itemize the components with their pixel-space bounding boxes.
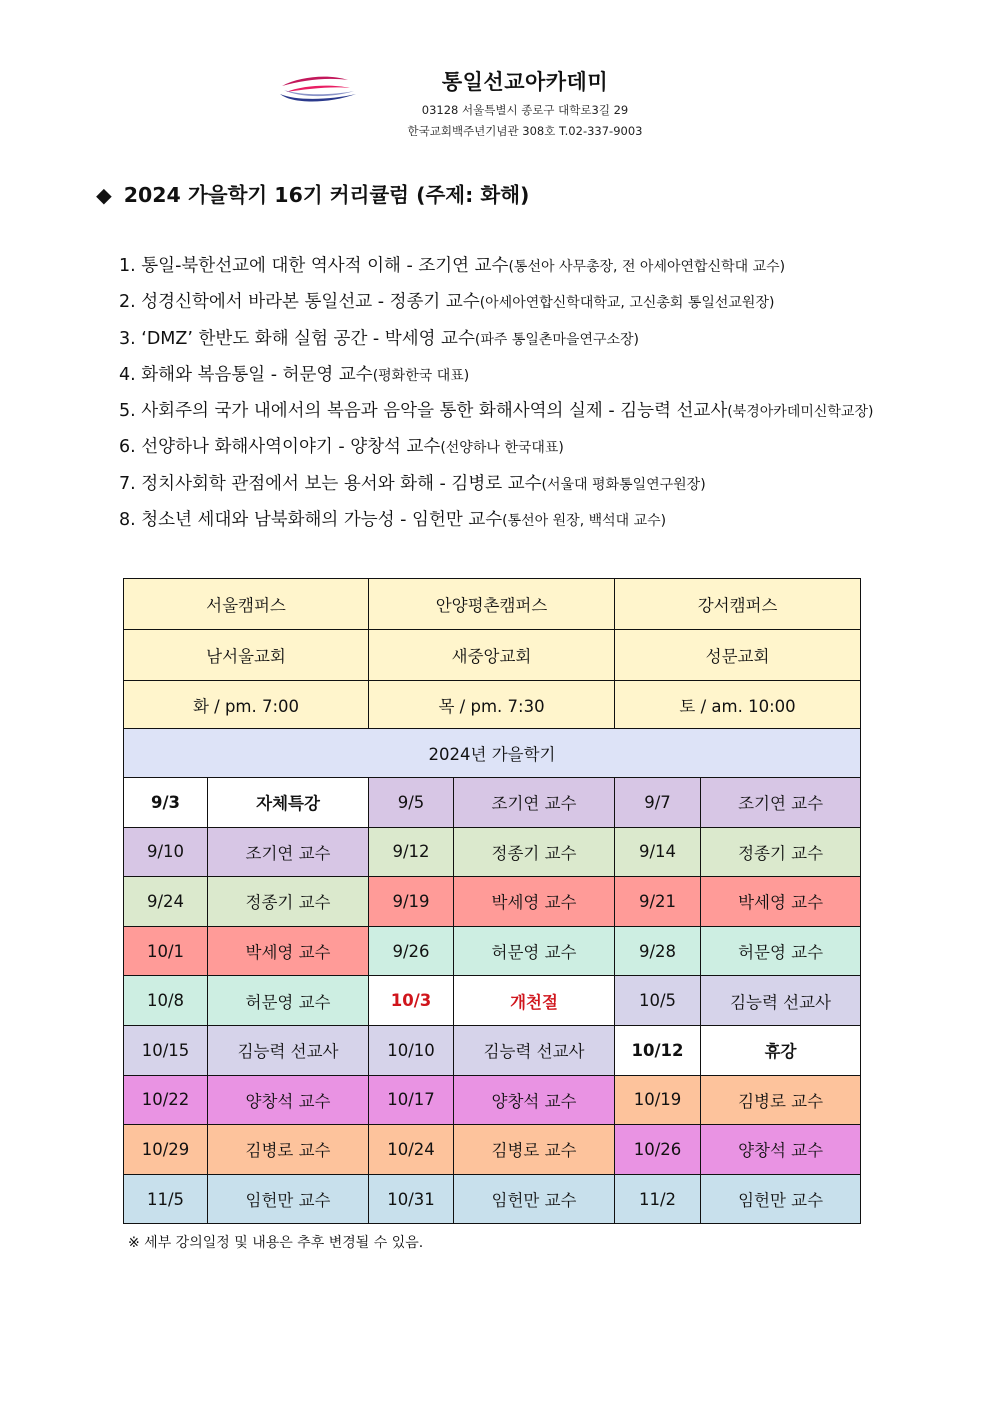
- lecturer-name: 휴강: [701, 1025, 861, 1075]
- lecturer-name: 허문영 교수: [454, 926, 615, 976]
- schedule-row: [124, 1075, 861, 1125]
- lecturer-name: 조기연 교수: [701, 778, 861, 828]
- term-row: [124, 729, 861, 778]
- lecturer-name: 정종기 교수: [701, 827, 861, 877]
- lecturer-affiliation: (파주 통일촌마을연구소장): [474, 331, 640, 348]
- lecture-date: 10/12: [615, 1025, 701, 1075]
- schedule-row: [124, 778, 861, 828]
- schedule-row: [124, 976, 861, 1026]
- lecture-item: [119, 325, 873, 361]
- lecturer-name: 박세영 교수: [454, 877, 615, 927]
- lecture-date: 10/15: [124, 1025, 208, 1075]
- lecture-topic: 5. 사회주의 국가 내에서의 복음과 음악을 통한 화해사역의 실제 - 김능력 선교사: [119, 401, 728, 422]
- lecture-item: [119, 470, 873, 506]
- letterhead: [0, 66, 992, 146]
- schedule-table: [123, 578, 861, 1224]
- lecturer-name: 김병로 교수: [208, 1125, 369, 1175]
- lecture-topic: 8. 청소년 세대와 남북화해의 가능성 - 임헌만 교수: [119, 510, 503, 531]
- lecturer-affiliation: (아세아연합신학대학교, 고신총회 통일선교원장): [479, 295, 775, 312]
- lecturer-affiliation: (통선아 사무총장, 전 아세아연합신학대 교수): [508, 259, 786, 275]
- lecture-list: [119, 252, 873, 542]
- class-time: 목 / pm. 7:30: [369, 681, 615, 729]
- lecture-item: [119, 288, 873, 324]
- lecture-date: 10/1: [124, 926, 208, 976]
- lecturer-name: 임헌만 교수: [208, 1174, 369, 1224]
- lecture-date: 10/26: [615, 1125, 701, 1175]
- lecturer-name: 김병로 교수: [454, 1125, 615, 1175]
- lecture-date: 9/14: [615, 827, 701, 877]
- lecture-date: 10/29: [124, 1125, 208, 1175]
- lecturer-affiliation: (북경아카데미신학교장): [727, 404, 874, 421]
- footnote: ※ 세부 강의일정 및 내용은 추후 변경될 수 있음.: [128, 1235, 424, 1251]
- lecturer-affiliation: (선양하나 한국대표): [440, 440, 564, 457]
- lecture-date: 10/17: [369, 1075, 454, 1125]
- lecturer-affiliation: (통선아 원장, 백석대 교수): [502, 513, 667, 530]
- lecture-date: 10/22: [124, 1075, 208, 1125]
- lecture-date: 10/8: [124, 976, 208, 1026]
- lecture-topic: 4. 화해와 복음통일 - 허문영 교수: [119, 364, 373, 385]
- church-name: 남서울교회: [124, 630, 369, 681]
- lecture-item: [119, 397, 873, 433]
- schedule-body: [124, 778, 861, 1224]
- lecture-date: 10/24: [369, 1125, 454, 1175]
- time-row: [124, 681, 861, 729]
- lecturer-name: 김능력 선교사: [701, 976, 861, 1026]
- lecturer-name: 김능력 선교사: [208, 1025, 369, 1075]
- organization-name: 통일선교아카데미: [441, 70, 609, 94]
- schedule-row: [124, 1025, 861, 1075]
- lecture-date: 9/26: [369, 926, 454, 976]
- lecturer-name: 정종기 교수: [208, 877, 369, 927]
- address-line-1: 03128 서울특별시 종로구 대학로3길 29: [421, 103, 629, 117]
- campus-name: 서울캠퍼스: [124, 579, 369, 630]
- lecture-date: 9/7: [615, 778, 701, 828]
- lecturer-name: 양창석 교수: [208, 1075, 369, 1125]
- campus-name: 안양평촌캠퍼스: [369, 579, 615, 630]
- lecture-item: [119, 361, 873, 397]
- lecture-date: 9/28: [615, 926, 701, 976]
- lecturer-name: 조기연 교수: [208, 827, 369, 877]
- lecture-date: 9/24: [124, 877, 208, 927]
- lecture-topic: 3. ‘DMZ’ 한반도 화해 실험 공간 - 박세영 교수: [119, 328, 475, 349]
- lecture-item: [119, 506, 873, 542]
- lecture-date: 10/3: [369, 976, 454, 1026]
- class-time: 화 / pm. 7:00: [124, 681, 369, 729]
- lecture-date: 11/5: [124, 1174, 208, 1224]
- diamond-bullet-icon: ◆: [96, 183, 112, 207]
- schedule-row: [124, 1174, 861, 1224]
- lecturer-name: 임헌만 교수: [701, 1174, 861, 1224]
- term-label: 2024년 가을학기: [124, 729, 861, 778]
- lecture-date: 10/10: [369, 1025, 454, 1075]
- lecture-topic: 7. 정치사회학 관점에서 보는 용서와 화해 - 김병로 교수: [119, 473, 542, 494]
- lecturer-name: 개천절: [454, 976, 615, 1026]
- schedule-row: [124, 1125, 861, 1175]
- church-name: 새중앙교회: [369, 630, 615, 681]
- lecture-date: 9/12: [369, 827, 454, 877]
- schedule-row: [124, 877, 861, 927]
- curriculum-title: [96, 178, 529, 208]
- curriculum-title-text: 2024 가을학기 16기 커리큘럼 (주제: 화해): [123, 183, 530, 207]
- lecture-item: [119, 252, 873, 288]
- schedule-row: [124, 926, 861, 976]
- lecture-date: 9/21: [615, 877, 701, 927]
- lecturer-name: 김병로 교수: [701, 1075, 861, 1125]
- schedule-row: [124, 827, 861, 877]
- lecture-date: 10/5: [615, 976, 701, 1026]
- lecture-date: 9/5: [369, 778, 454, 828]
- church-row: [124, 630, 861, 681]
- campus-row: [124, 579, 861, 630]
- lecture-date: 9/10: [124, 827, 208, 877]
- lecturer-name: 허문영 교수: [701, 926, 861, 976]
- campus-name: 강서캠퍼스: [615, 579, 861, 630]
- lecturer-name: 정종기 교수: [454, 827, 615, 877]
- lecture-date: 10/31: [369, 1174, 454, 1224]
- address-line-2: 한국교회백주년기념관 308호 T.02-337-9003: [407, 124, 643, 138]
- church-name: 성문교회: [615, 630, 861, 681]
- lecture-date: 9/3: [124, 778, 208, 828]
- lecturer-name: 허문영 교수: [208, 976, 369, 1026]
- lecturer-name: 박세영 교수: [208, 926, 369, 976]
- lecture-date: 9/19: [369, 877, 454, 927]
- lecture-topic: 2. 성경신학에서 바라본 통일선교 - 정종기 교수: [119, 292, 480, 313]
- lecture-topic: 6. 선양하나 화해사역이야기 - 양창석 교수: [119, 437, 441, 458]
- lecture-topic: 1. 통일-북한선교에 대한 역사적 이해 - 조기연 교수: [119, 256, 509, 276]
- lecture-date: 10/19: [615, 1075, 701, 1125]
- lecture-date: 11/2: [615, 1174, 701, 1224]
- lecturer-name: 박세영 교수: [701, 877, 861, 927]
- lecturer-name: 조기연 교수: [454, 778, 615, 828]
- lecturer-affiliation: (평화한국 대표): [372, 367, 470, 384]
- lecturer-name: 양창석 교수: [454, 1075, 615, 1125]
- lecturer-name: 자체특강: [208, 778, 369, 828]
- lecture-item: [119, 433, 873, 469]
- lecturer-affiliation: (서울대 평화통일연구원장): [541, 476, 706, 493]
- lecturer-name: 김능력 선교사: [454, 1025, 615, 1075]
- lecturer-name: 양창석 교수: [701, 1125, 861, 1175]
- swoosh-logo-icon: [278, 74, 358, 104]
- class-time: 토 / am. 10:00: [615, 681, 861, 729]
- lecturer-name: 임헌만 교수: [454, 1174, 615, 1224]
